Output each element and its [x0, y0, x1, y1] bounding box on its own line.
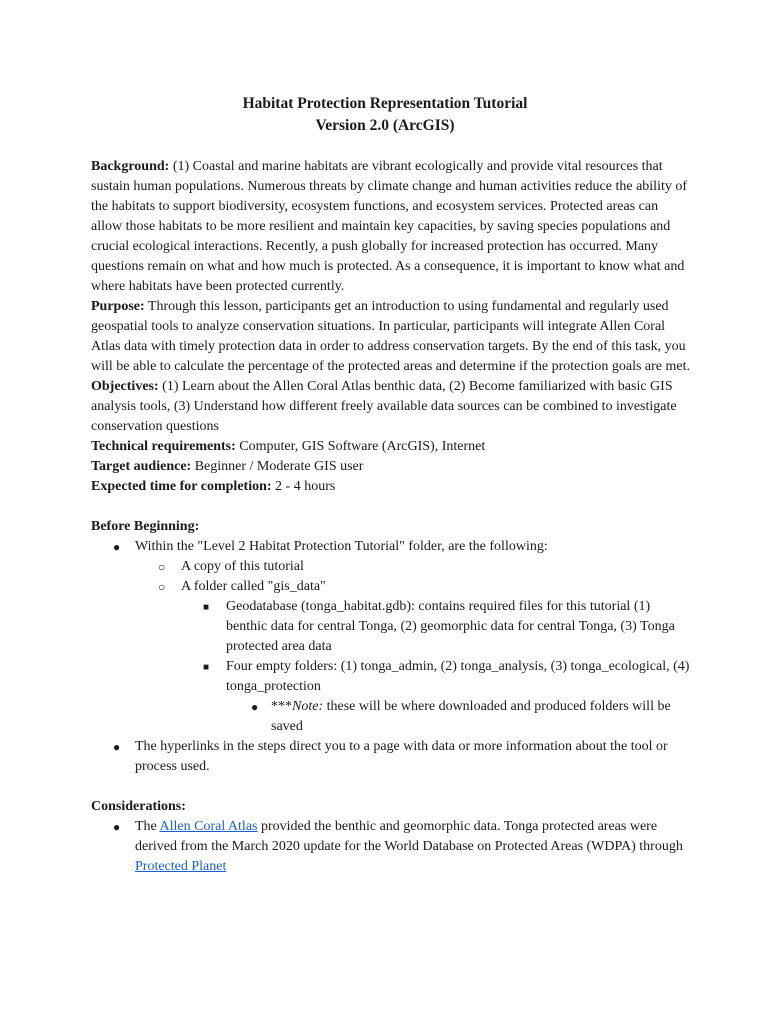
list-item-text: Within the "Level 2 Habitat Protection Tutorial" folder, are the following:	[135, 539, 548, 554]
purpose-label: Purpose:	[91, 299, 145, 314]
technical-text: Computer, GIS Software (ArcGIS), Internet	[239, 439, 486, 454]
list-item	[91, 597, 691, 657]
document-version: Version 2.0 (ArcGIS)	[315, 117, 455, 134]
list-item	[91, 737, 691, 777]
expected-time	[91, 477, 691, 497]
list-item	[91, 817, 691, 877]
bullet-disc-icon: ●	[113, 740, 121, 754]
protected-planet-link[interactable]: Protected Planet	[135, 859, 227, 874]
time-label: Expected time for completion:	[91, 479, 272, 494]
list-item	[91, 657, 691, 697]
bullet-disc-icon: ●	[113, 540, 121, 554]
considerations-text: provided the benthic and geomorphic data. Tonga protected areas were derived from the March 2020 update for the World Database on Protected Areas (WDPA) through	[135, 819, 683, 854]
list-item-text: Geodatabase (tonga_habitat.gdb): contains required files for this tutorial (1) benthic data for central Tonga, (2) geomorphic data for central Tonga, (3) Tonga protected area data	[226, 599, 675, 654]
audience-label: Target audience:	[91, 459, 192, 474]
purpose-text: Through this lesson, participants get an introduction to using fundamental and regularly used geospatial tools to analyze conservation situations. In particular, participants will integrate Allen Coral Atlas data with timely protection data in order to address conservation targets. By the end of this task, you will be able to calculate the percentage of the protected areas and determine if the protection goals are met.	[91, 299, 690, 374]
technical-requirements	[91, 437, 691, 457]
considerations-heading-text: Considerations:	[91, 799, 186, 814]
document-title: Habitat Protection Representation Tutorial	[242, 95, 528, 112]
considerations-list	[91, 817, 691, 877]
bullet-disc-icon: ●	[113, 820, 121, 834]
note-prefix: ***	[271, 699, 292, 714]
allen-coral-atlas-link[interactable]: Allen Coral Atlas	[159, 819, 258, 834]
list-item-text: Four empty folders: (1) tonga_admin, (2) tonga_analysis, (3) tonga_ecological, (4) tonga_protection	[226, 659, 690, 694]
objectives-paragraph	[91, 377, 691, 437]
bullet-square-icon: ■	[203, 662, 210, 673]
before-heading-text: Before Beginning:	[91, 519, 200, 534]
bullet-circle-icon: ○	[158, 560, 166, 574]
list-item-text: The hyperlinks in the steps direct you to a page with data or more information about the tool or process used.	[135, 739, 668, 774]
audience-text: Beginner / Moderate GIS user	[194, 459, 364, 474]
bullet-circle-icon: ○	[158, 580, 166, 594]
before-list	[91, 537, 691, 777]
list-item-text: A copy of this tutorial	[181, 559, 304, 574]
time-text: 2 - 4 hours	[275, 479, 336, 494]
technical-label: Technical requirements:	[91, 439, 236, 454]
note-text: these will be where downloaded and produced folders will be saved	[271, 699, 671, 734]
background-label: Background:	[91, 159, 170, 174]
background-text: (1) Coastal and marine habitats are vibrant ecologically and provide vital resources that sustain human populations. Numerous threats by climate change and human activities reduce the ability of the habitats to support biodiversity, ecosystem functions, and ecosystem services. Protected areas can allow those habitats to be more resilient and maintain key capacities, by saving species populations and crucial ecological interactions. Recently, a push globally for increased protection has occurred. Many questions remain on what and how much is protected. As a consequence, it is important to know what and where habitats have been protected currently.	[91, 159, 688, 294]
objectives-text: (1) Learn about the Allen Coral Atlas benthic data, (2) Become familiarized with basic GIS analysis tools, (3) Understand how different freely available data sources can be combined to investigate conservation questions	[91, 379, 677, 434]
note-label: Note:	[292, 699, 324, 714]
list-item	[91, 557, 691, 577]
bullet-disc-icon: ●	[251, 700, 259, 714]
list-item	[91, 577, 691, 597]
considerations-prefix: The	[135, 819, 160, 834]
before-heading	[91, 517, 691, 537]
considerations-heading	[91, 797, 691, 817]
document-body	[91, 157, 691, 877]
list-item	[91, 697, 691, 737]
bullet-square-icon: ■	[203, 602, 210, 613]
target-audience	[91, 457, 691, 477]
list-item	[91, 537, 691, 557]
background-paragraph	[91, 157, 691, 297]
objectives-label: Objectives:	[91, 379, 159, 394]
list-item-text: A folder called "gis_data"	[181, 579, 326, 594]
purpose-paragraph	[91, 297, 691, 377]
